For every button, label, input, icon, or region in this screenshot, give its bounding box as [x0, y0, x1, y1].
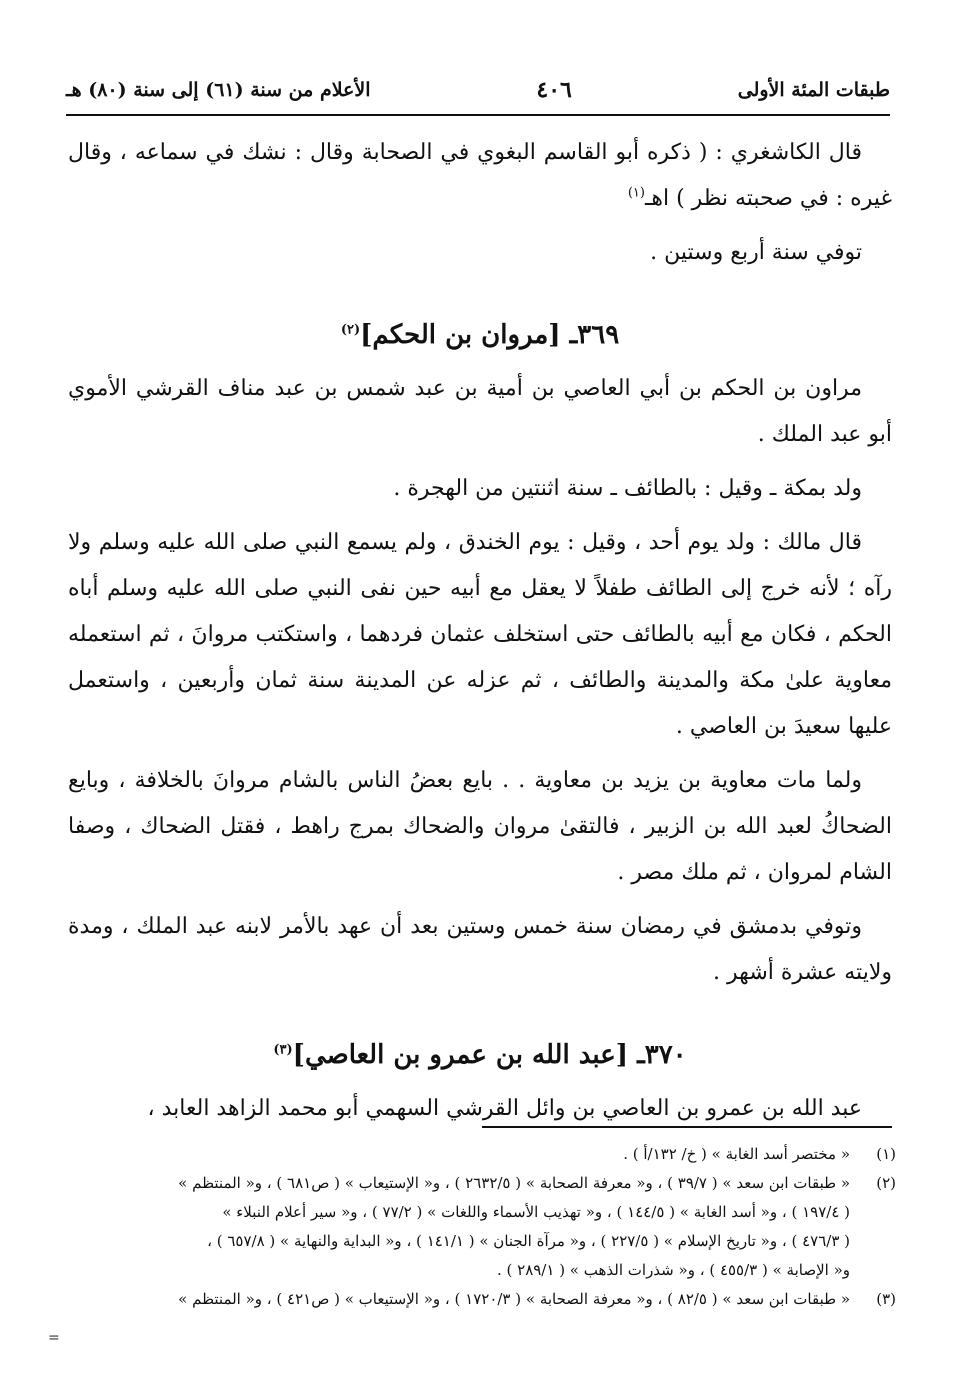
header-rule: [66, 114, 890, 116]
header-section-title: الأعلام من سنة (٦١) إلى سنة (٨٠) هـ: [66, 79, 371, 101]
footnote-line: ( ١٩٧/٤ ) ، و« أسد الغابة » ( ١٤٤/٥ ) ، و« تهذيب الأسماء واللغات » ( ٧٧/٢ ) ، و« سير أعلام النبلاء »: [222, 1203, 850, 1221]
footnote-ref: (٢): [340, 322, 361, 338]
footnote-line: « مختصر أسد الغابة » ( خ/ ١٣٢/أ ) .: [623, 1145, 850, 1163]
entry-heading-text: ٣٦٩ـ [مروان بن الحكم]: [360, 320, 620, 350]
running-header: [66, 70, 890, 110]
footnote-mark: (٣): [876, 1290, 896, 1308]
entry-heading-370: [68, 1032, 892, 1078]
footnote-ref: (١): [627, 185, 645, 201]
intro-death-paragraph: توفي سنة أربع وستين .: [650, 240, 862, 265]
footnote-ref: (٣): [273, 1042, 293, 1058]
footnote-line: « طبقات ابن سعد » ( ٨٢/٥ ) ، و« معرفة الصحابة » ( ١٧٢٠/٣ ) ، و« الإستيعاب » ( ص٤٢١ ) ، و« المنتظم »: [178, 1290, 850, 1308]
footnote-mark: (٢): [876, 1174, 896, 1192]
entry-369-paragraph: وتوفي بدمشق في رمضان سنة خمس وستين بعد أن عهد بالأمر لابنه عبد الملك ، ومدة ولايته عشرة أشهر .: [68, 914, 892, 985]
entry-369-paragraph: قال مالك : ولد يوم أحد ، وقيل : يوم الخندق ، ولم يسمع النبي صلى الله عليه وسلم ولا رآه ؛ لأنه خرج إلى الطائف طفلاً لا يعقل مع أبيه حين نفى النبي صلى الله عليه وسلم أباه الحكم ، فكان مع أبيه بالطائف حتى استخلف عثمان فردهما ، واستكتب مروانَ ، ثم استعمله معاوية علىٰ مكة والمدينة والطائف ، ثم عزله عن المدينة سنة ثمان وأربعين ، واستعمل عليها سعيدَ بن العاصي .: [68, 530, 892, 739]
footnote-3: [60, 1285, 896, 1314]
footnote-1: [60, 1140, 896, 1169]
footnote-line: و« الإصابة » ( ٤٥٥/٣ ) ، و« شذرات الذهب » ( ٢٨٩/١ ) .: [496, 1261, 850, 1279]
header-book-title: طبقات المئة الأولى: [737, 79, 890, 101]
footnote-mark: (١): [876, 1145, 896, 1163]
entry-369-paragraph: ولما مات معاوية بن يزيد بن معاوية . . بايع بعضُ الناس بالشام مروانَ بالخلافة ، وبايع الضحاكُ لعبد الله بن الزبير ، فالتقىٰ مروان والضحاك بمرج راهط ، فقتل الضحاك ، وصفا الشام لمروان ، ثم ملك مصر .: [68, 768, 892, 885]
edge-mark: =: [48, 1330, 60, 1346]
entry-369-paragraph: ولد بمكة ـ وقيل : بالطائف ـ سنة اثنتين من الهجرة .: [393, 476, 862, 501]
intro-text: قال الكاشغري : ( ذكره أبو القاسم البغوي في الصحابة وقال : نشك في سماعه ، وقال غيره : في صحبته نظر ) اهـ: [68, 140, 892, 211]
footnote-rule: [482, 1126, 892, 1128]
footnote-2: [60, 1169, 896, 1285]
footnote-line: « طبقات ابن سعد » ( ٣٩/٧ ) ، و« معرفة الصحابة » ( ٢٦٣٢/٥ ) ، و« الإستيعاب » ( ص٦٨١ ) ، و« المنتظم »: [178, 1174, 850, 1192]
entry-heading-369: [68, 312, 892, 358]
footnotes: [60, 1140, 896, 1314]
entry-heading-text: ٣٧٠ـ [عبد الله بن عمرو بن العاصي]: [292, 1040, 687, 1070]
intro-paragraph: [68, 130, 892, 222]
page-number: ٤٠٦: [536, 77, 572, 103]
entry-370-paragraph: عبد الله بن عمرو بن العاصي بن وائل القرشي السهمي أبو محمد الزاهد العابد ،: [147, 1096, 862, 1121]
main-text: [68, 130, 892, 1140]
entry-369-paragraph: مراون بن الحكم بن أبي العاصي بن أمية بن عبد شمس بن عبد مناف القرشي الأموي أبو عبد الملك .: [68, 376, 892, 447]
footnote-line: ( ٤٧٦/٣ ) ، و« تاريخ الإسلام » ( ٢٢٧/٥ ) ، و« مرآة الجنان » ( ١٤١/١ ) ، و« البداية والنهاية » ( ٦٥٧/٨ ) ،: [207, 1232, 850, 1250]
